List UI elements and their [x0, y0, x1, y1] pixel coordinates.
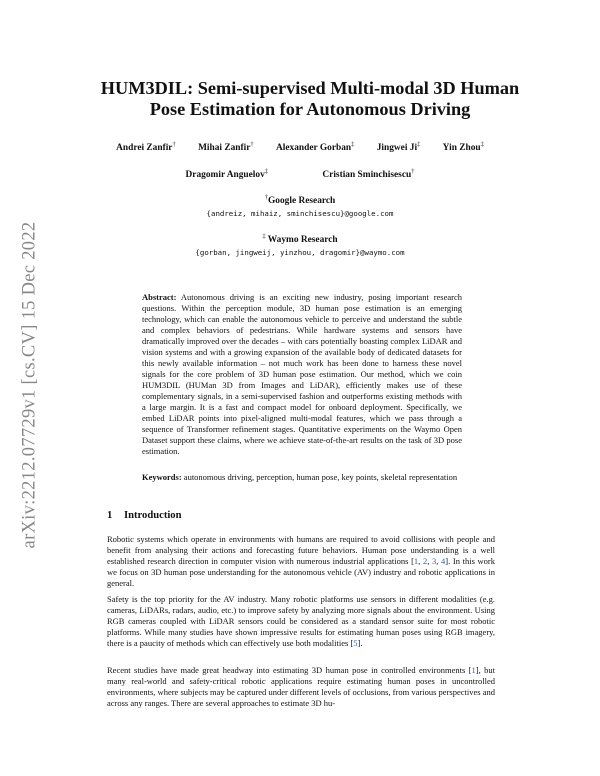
paragraph-text: Safety is the top priority for the AV industry. Many robotic platforms use sensors in different modalities (e.g. cameras, LiDARs, radars, audio, etc.) to improve safety by analyzing more signals about the environment. Using RGB cameras coupled with LiDAR sensors could be considered as a standard sensor suite for most robotic platforms. While many studies have shown impressive results for estimating human poses using RGB imagery, there is a paucity of methods which can effectively use both modalities [	[107, 594, 495, 648]
paragraph-text: ], but many real-world and safety-critical robotic applications require estimating human poses in uncontrolled environments, where subjects may be captured under different levels of occlusions, from various perspectives and across any ranges. There are several approaches to estimate 3D hu-	[107, 665, 495, 708]
keywords	[142, 472, 462, 483]
keywords-text: autonomous driving, perception, human pose, key points, skeletal representation	[183, 472, 458, 482]
abstract-label: Abstract:	[142, 292, 177, 302]
citation-link[interactable]: 1	[471, 665, 476, 675]
paragraph-1	[107, 534, 495, 589]
author: Andrei Zanfir†	[116, 141, 176, 154]
abstract	[142, 292, 462, 457]
paper-title-line-2: Pose Estimation for Autonomous Driving	[149, 99, 471, 119]
author: Jingwei Ji‡	[376, 141, 421, 154]
author: Alexander Gorban‡	[276, 141, 355, 154]
paragraph-text: ,	[418, 556, 423, 566]
arxiv-identifier-text: arXiv:2212.07729v1 [cs.CV] 15 Dec 2022	[19, 221, 40, 549]
affiliation-email: {andreiz, mihaiz, sminchisescu}@google.com	[206, 209, 394, 219]
citation-link[interactable]: 3	[431, 556, 437, 566]
author: Dragomir Anguelov‡	[185, 168, 269, 181]
author: Yin Zhou‡	[442, 141, 484, 154]
affiliation-waymo	[60, 233, 540, 257]
affiliation-google	[60, 194, 540, 218]
abstract-text: Autonomous driving is an exciting new industry, posing important research questions. Within the perception module, 3D human pose estimation is an emerging technology, which can enable the autonomous vehicle to perceive and understand the subtle and complex behaviors of pedestrians. While hardware systems and sensors have dramatically improved over the decades – with cars potentially boasting complex LiDAR and vision systems and with a growing expansion of the available body of dedicated datasets for this newly available information – not much work has been done to harness these novel signals for the core problem of 3D human pose estimation. Our method, which we coin HUM3DIL (HUMan 3D from Images and LiDAR), efficiently makes use of these complementary signals, in a semi-supervised fashion and outperforms existing methods with a large margin. It is a fast and compact model for onboard deployment. Specifically, we embed LiDAR points into pixel-aligned multi-modal features, which we pass through a sequence of Transformer refinement stages. Quantitative experiments on the Waymo Open Dataset support these claims, where we achieve state-of-the-art results on the task of 3D pose estimation.	[142, 292, 463, 456]
paragraph-text: ].	[357, 638, 363, 648]
paper-title	[60, 78, 560, 120]
arxiv-identifier-stamp	[20, 200, 40, 570]
citation-link[interactable]: 1	[413, 556, 419, 566]
affiliation-name: †Google Research	[264, 194, 336, 207]
paragraph-3	[107, 665, 495, 709]
author-list-row-1	[60, 141, 540, 153]
author: Cristian Sminchisescu†	[322, 168, 415, 181]
affiliation-name: ‡ Waymo Research	[262, 233, 338, 246]
author: Mihai Zanfir†	[198, 141, 254, 154]
paragraph-2	[107, 594, 495, 649]
citation-link[interactable]: 2	[422, 556, 428, 566]
citation-link[interactable]: 4	[441, 556, 446, 566]
paragraph-text: Robotic systems which operate in environments with humans are required to avoid collisions with people and benefit from analysing their actions and forecasting future behaviors. Human pose understanding is a well established research direction in computer vision with numerous industrial applications [	[107, 534, 495, 566]
keywords-label: Keywords:	[142, 472, 182, 482]
affiliation-email: {gorban, jingweij, yinzhou, dragomir}@waymo.com	[195, 248, 405, 258]
section-title: Introduction	[124, 510, 182, 521]
citation-link[interactable]: 5	[353, 638, 358, 648]
paragraph-text: ,	[427, 556, 432, 566]
author-list-row-2	[60, 168, 540, 180]
paragraph-text: ,	[436, 556, 442, 566]
section-number: 1	[107, 510, 113, 521]
paragraph-text: ]. In this work we focus on 3D human pose understanding for the autonomous vehicle (AV) industry and robotic applications in general.	[107, 556, 495, 588]
section-heading-introduction	[107, 510, 182, 521]
paper-title-line-1: HUM3DIL: Semi-supervised Multi-modal 3D Human	[100, 78, 520, 98]
paragraph-text: Recent studies have made great headway into estimating 3D human pose in controlled environments [	[107, 665, 472, 675]
